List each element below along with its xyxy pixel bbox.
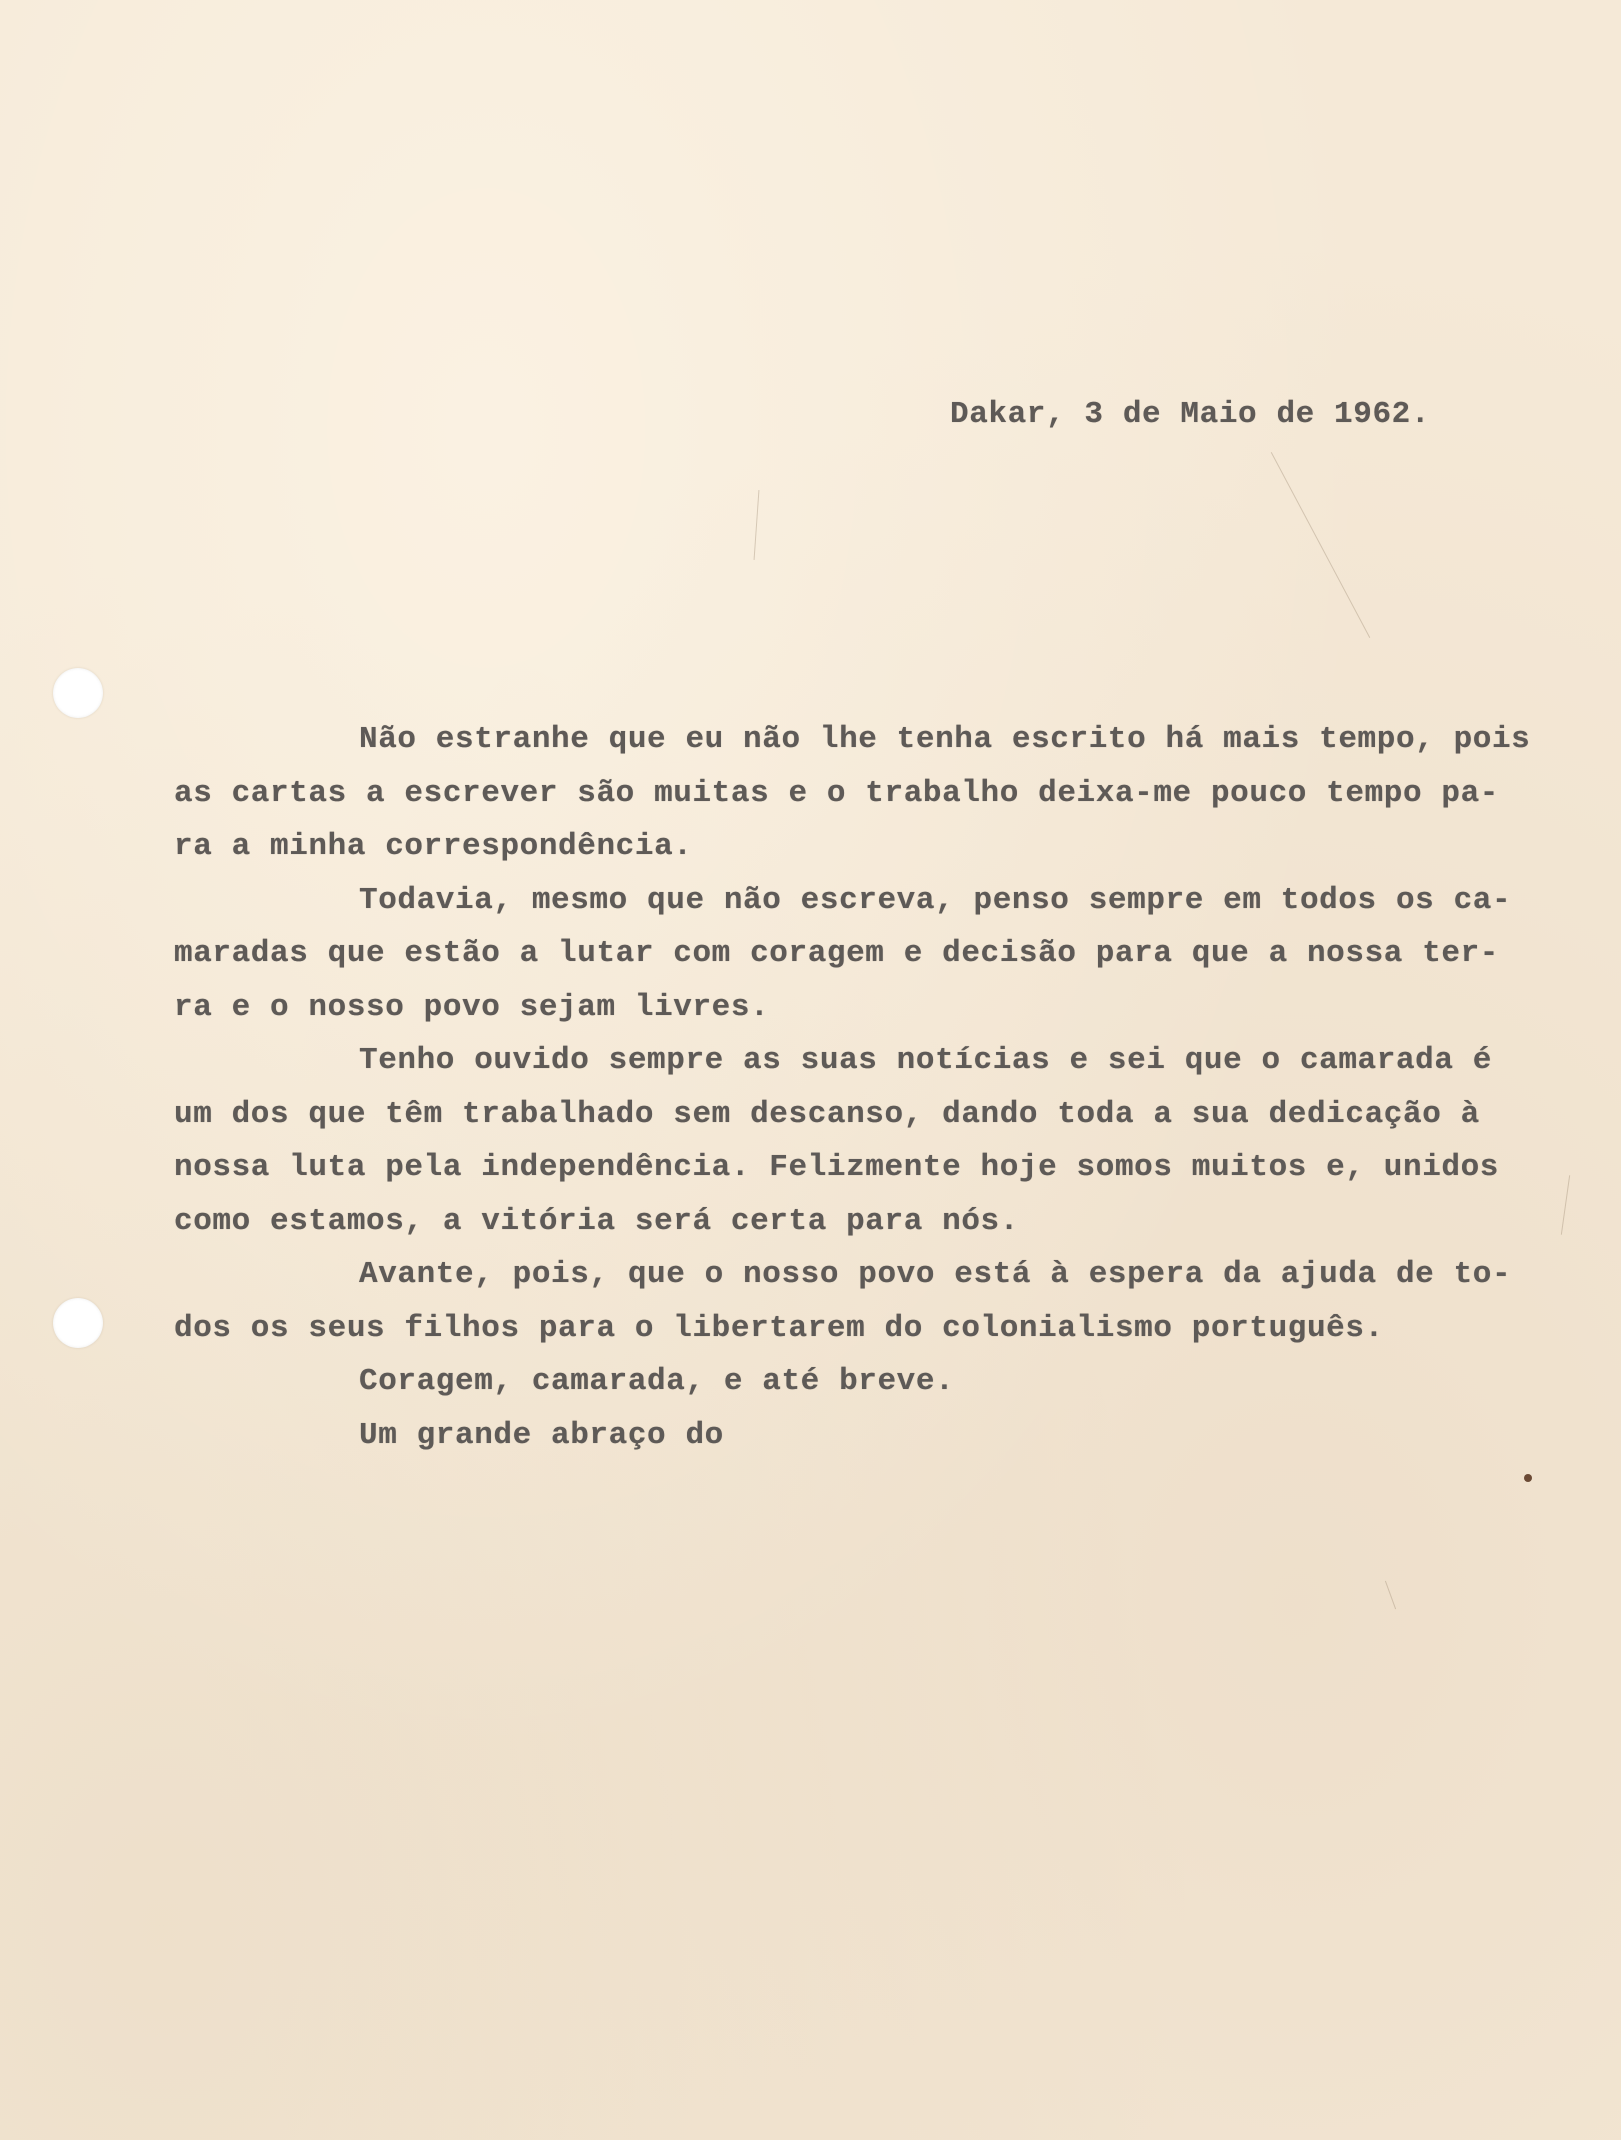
body-line: Todavia, mesmo que não escreva, penso sempre em todos os ca- [359,882,1512,918]
paper-crease [754,490,760,560]
body-line: Avante, pois, que o nosso povo está à espera da ajuda de to- [359,1257,1512,1292]
closing-line: Coragem, camarada, e até breve. [359,1364,955,1399]
body-line: Tenho ouvido sempre as suas notícias e sei que o camarada é [359,1043,1492,1078]
body-line: Não estranhe que eu não lhe tenha escrito há mais tempo, pois [359,722,1531,757]
body-line: nossa luta pela independência. Felizmente hoje somos muitos e, unidos [174,1150,1500,1185]
paper-crease [1271,452,1370,638]
body-line: as cartas a escrever são muitas e o trabalho deixa-me pouco tempo pa- [174,775,1500,811]
dateline: Dakar, 3 de Maio de 1962. [950,397,1431,432]
body-line: como estamos, a vitória será certa para nós. [174,1203,1019,1239]
body-line: ra a minha correspondência. [174,829,693,864]
ink-speck [1524,1474,1532,1482]
punch-hole-top [53,668,103,718]
body-line: dos os seus filhos para o libertarem do colonialismo português. [174,1310,1384,1346]
letter-body [174,713,1594,1462]
punch-hole-bottom [53,1298,103,1348]
body-line: ra e o nosso povo sejam livres. [174,989,770,1025]
body-line: maradas que estão a lutar com coragem e decisão para que a nossa ter- [174,936,1500,971]
paper-crease [1385,1581,1396,1610]
sign-off-line: Um grande abraço do [359,1417,724,1453]
body-line: um dos que têm trabalhado sem descanso, dando toda a sua dedicação à [174,1096,1480,1132]
